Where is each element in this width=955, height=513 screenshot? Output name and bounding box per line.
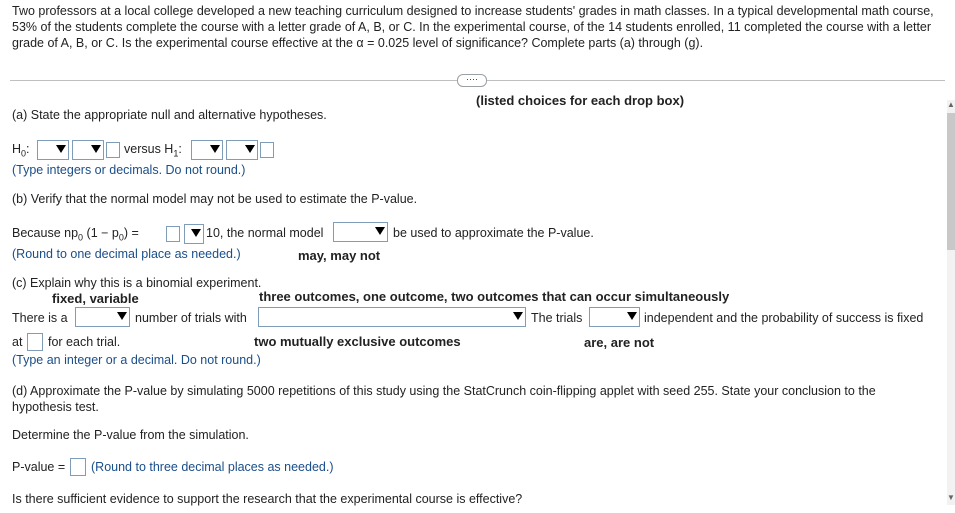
h0-parameter-dropdown[interactable] (37, 140, 69, 160)
chevron-down-icon (117, 312, 127, 320)
part-b-text-2: be used to approximate the P-value. (393, 226, 594, 240)
h1-operator-dropdown[interactable] (226, 140, 258, 160)
part-c-choices-4: are, are not (584, 335, 655, 350)
part-c-choices-1: fixed, variable (52, 291, 139, 306)
scroll-up-icon[interactable]: ▲ (947, 100, 955, 109)
part-c-heading: (c) Explain why this is a binomial experiment. (12, 276, 262, 290)
outcomes-dropdown[interactable] (258, 307, 526, 327)
part-d-heading: (d) Approximate the P-value by simulating 5000 repetitions of this study using the StatCrunch coin-flipping applet with seed 255. State your conclusion to the hypothesis test. (12, 384, 876, 414)
part-a-heading: (a) State the appropriate null and alternative hypotheses. (12, 108, 327, 122)
scrollbar-thumb[interactable] (947, 113, 955, 250)
chevron-down-icon (210, 145, 220, 153)
part-b-heading: (b) Verify that the normal model may not be used to estimate the P-value. (12, 192, 418, 206)
chevron-down-icon (91, 145, 101, 153)
part-c-hint: (Type an integer or a decimal. Do not round.) (12, 353, 261, 367)
probability-input[interactable] (27, 333, 43, 351)
h1-parameter-dropdown[interactable] (191, 140, 223, 160)
determine-pvalue-text: Determine the P-value from the simulation. (12, 428, 249, 442)
npq-value-input[interactable] (166, 226, 180, 242)
part-b-expression: Because $np_0$ $(1 - p_0)$ = (12, 226, 139, 243)
pvalue-label: P-value = (12, 460, 66, 474)
sufficient-evidence-question: Is there sufficient evidence to support the research that the experimental course is effective? (12, 492, 523, 506)
the-trials-label: The trials (531, 311, 583, 325)
may-may-not-dropdown[interactable] (333, 222, 388, 242)
part-c-choices-2: three outcomes, one outcome, two outcomes that can occur simultaneously (259, 289, 730, 304)
h1-value-input[interactable] (260, 142, 274, 158)
h0-label: $H_0$: (12, 142, 30, 159)
for-each-trial-label: for each trial. (48, 335, 121, 349)
at-label: at (12, 335, 23, 349)
pvalue-input[interactable] (70, 458, 86, 476)
chevron-down-icon (245, 145, 255, 153)
h1-label: versus $H_1$: (124, 142, 182, 159)
h0-value-input[interactable] (106, 142, 120, 158)
chevron-down-icon (56, 145, 66, 153)
independent-label: independent and the probability of success is fixed (644, 311, 924, 325)
pvalue-hint: (Round to three decimal places as needed.) (91, 460, 334, 474)
fixed-variable-dropdown[interactable] (75, 307, 130, 327)
part-b-hint: (Round to one decimal place as needed.) (12, 247, 241, 261)
problem-statement: Two professors at a local college developed a new teaching curriculum designed to increase students' grades in math classes. In a typical developmental math course, 53% of the students complete the course with a letter grade of A, B, or C. In the experimental course, of the 14 students enrolled, 11 completed the course with a letter grade of A, B, or C. Is the experimental course effective at the α = 0.025 level of significance? Complete parts (a) through (g). (12, 4, 934, 50)
part-b-text-1: 10, the normal model (206, 226, 324, 240)
h0-operator-dropdown[interactable] (72, 140, 104, 160)
chevron-down-icon (375, 227, 385, 235)
comparison-dropdown[interactable] (184, 224, 204, 244)
are-are-not-dropdown[interactable] (589, 307, 640, 327)
part-c-choices-3: two mutually exclusive outcomes (254, 334, 461, 349)
chevron-down-icon (191, 229, 201, 237)
chevron-down-icon (627, 312, 637, 320)
there-is-a-label: There is a (12, 311, 68, 325)
listed-choices-note: (listed choices for each drop box) (476, 93, 685, 108)
part-a-hint: (Type integers or decimals. Do not round.) (12, 163, 246, 177)
part-b-choices: may, may not (298, 248, 381, 263)
chevron-down-icon (513, 312, 523, 320)
scroll-down-icon[interactable]: ▼ (947, 493, 955, 502)
number-of-trials-label: number of trials with (135, 311, 247, 325)
expand-more-button[interactable]: ···· (457, 74, 487, 87)
